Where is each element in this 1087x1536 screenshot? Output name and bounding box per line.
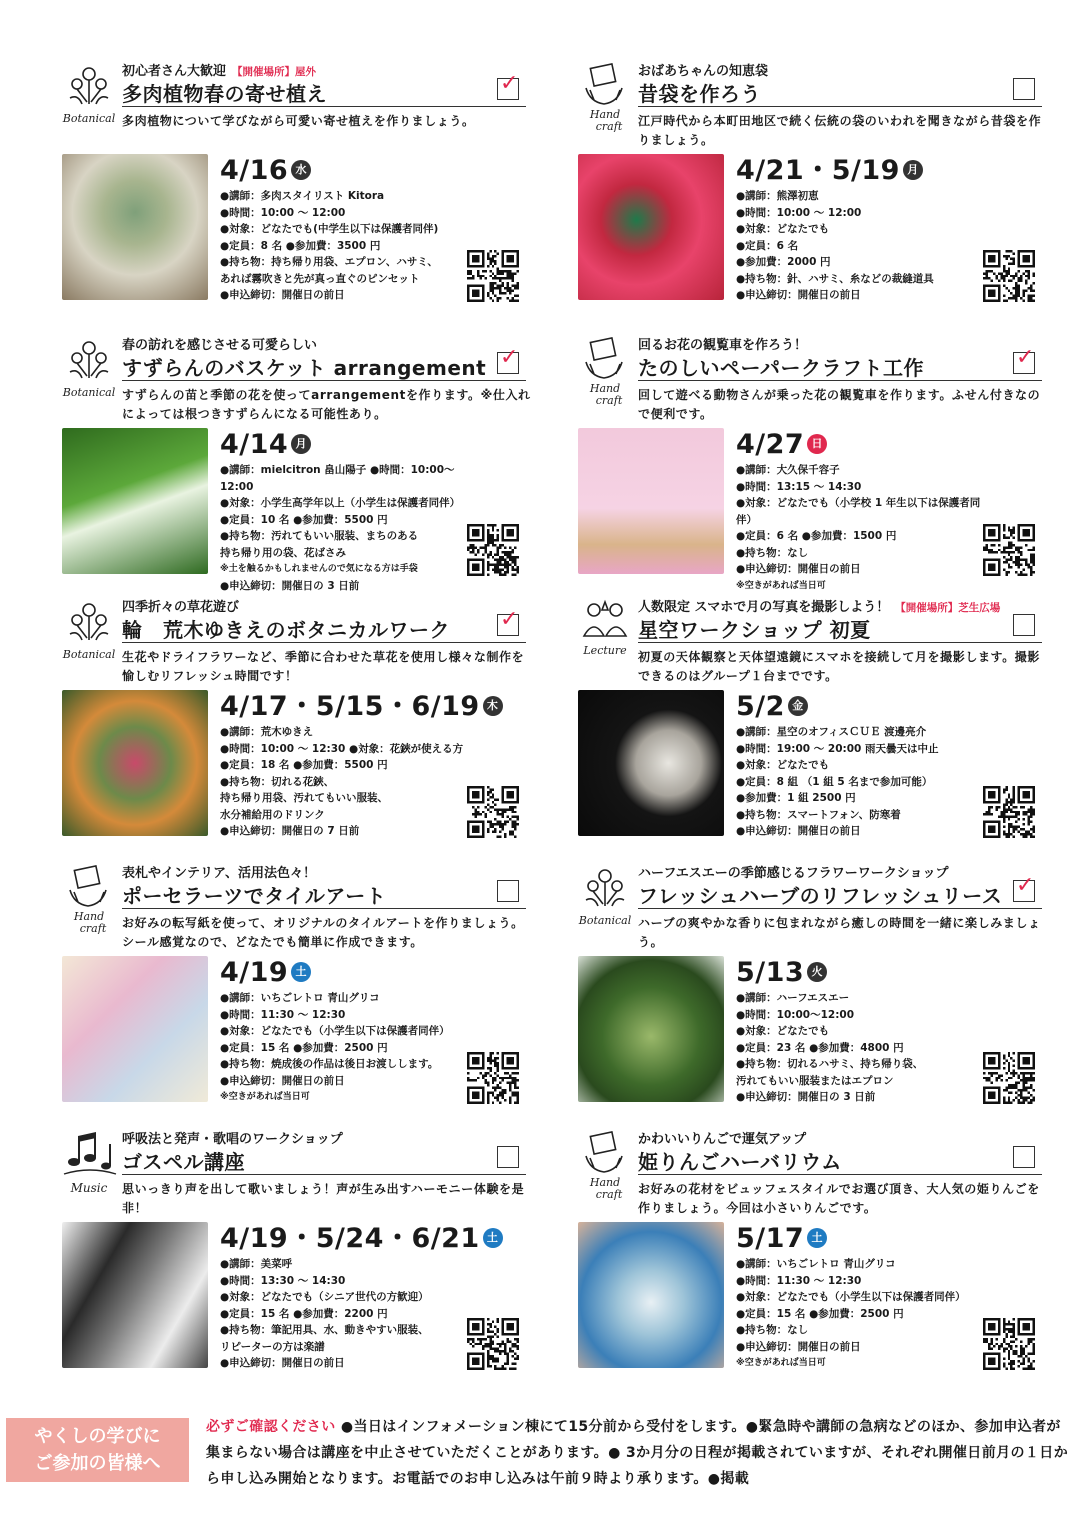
workshop-date bbox=[736, 428, 827, 462]
detail-line: 持ち帰り用袋、汚れてもいい服装、 bbox=[220, 792, 388, 804]
detail-line: ●参加費：2000 円 bbox=[736, 256, 831, 268]
botanical-flower-icon bbox=[60, 596, 118, 668]
detail-line: ●申込締切：開催日の前日 bbox=[220, 1357, 345, 1369]
workshop-checkbox[interactable] bbox=[497, 71, 519, 100]
workshop-checkbox[interactable] bbox=[497, 607, 519, 636]
workshop-card bbox=[60, 1128, 530, 1390]
title-underline bbox=[122, 642, 526, 643]
check-mark-icon: ✓ bbox=[500, 345, 519, 370]
detail-line: ●講師：大久保千容子 bbox=[736, 464, 840, 476]
day-of-week-badge: 土 bbox=[483, 1228, 503, 1248]
detail-line: ●定員：18 名 ●参加費：5500 円 bbox=[220, 759, 388, 771]
workshop-date bbox=[220, 1222, 503, 1256]
day-of-week-badge: 月 bbox=[291, 434, 311, 454]
workshop-date bbox=[220, 154, 311, 188]
venue-label: 【開催場所】屋外 bbox=[232, 66, 317, 78]
workshop-card bbox=[60, 60, 530, 322]
workshop-date bbox=[736, 956, 827, 990]
workshop-photo bbox=[62, 1222, 208, 1368]
workshop-details bbox=[736, 188, 988, 304]
workshop-title: 昔袋を作ろう bbox=[638, 82, 761, 106]
workshop-checkbox[interactable] bbox=[1013, 614, 1035, 636]
workshop-details bbox=[736, 724, 988, 840]
detail-line: ●対象：小学生高学年以上（小学生は保護者同伴） bbox=[220, 497, 461, 509]
svg-text:craft: craft bbox=[595, 1188, 623, 1200]
detail-line: ●持ち物：なし bbox=[736, 546, 809, 559]
detail-line: ●講師：mielcitron 畠山陽子 ●時間：10:00～12:00 bbox=[220, 464, 455, 493]
botanical-flower-icon bbox=[576, 862, 634, 934]
title-underline bbox=[122, 908, 526, 909]
day-of-week-badge: 日 bbox=[807, 434, 827, 454]
detail-line: ●対象：どなたでも（小学生以下は保護者同伴） bbox=[736, 1291, 966, 1303]
workshop-title: ゴスペル講座 bbox=[122, 1150, 245, 1174]
workshop-description: すずらんの苗と季節の花を使ってarrangementを作ります。※仕入れによっては根つきすずらんになる可能性あり。 bbox=[122, 388, 531, 421]
detail-line: ●時間：10:00 ～ 12:00 bbox=[220, 206, 346, 219]
workshop-subtitle bbox=[122, 1128, 343, 1147]
workshop-photo bbox=[62, 956, 208, 1102]
day-of-week-badge: 水 bbox=[291, 160, 311, 180]
detail-line: ●持ち物：持ち帰り用袋、エプロン、ハサミ、 bbox=[220, 256, 438, 268]
svg-text:Hand: Hand bbox=[589, 1176, 621, 1189]
workshop-subtitle bbox=[638, 334, 807, 353]
detail-line: ●持ち物：スマートフォン、防寒着 bbox=[736, 808, 901, 821]
detail-line: ●講師：星空のオフィスＣＵＥ 渡邊亮介 bbox=[736, 726, 927, 738]
check-mark-icon: ✓ bbox=[1016, 873, 1035, 898]
qr-code-icon[interactable] bbox=[467, 786, 519, 838]
workshop-subtitle bbox=[638, 60, 768, 79]
hand-craft-icon bbox=[576, 334, 634, 406]
workshop-title: 輪 荒木ゆきえのボタニカルワーク bbox=[122, 618, 450, 642]
workshop-details bbox=[736, 990, 988, 1106]
workshop-details bbox=[220, 724, 472, 840]
workshop-photo bbox=[578, 956, 724, 1102]
detail-line: ●時間：10:00 ～ 12:00 bbox=[736, 206, 862, 219]
detail-line: ●時間：13:30 ～ 14:30 bbox=[220, 1274, 346, 1287]
workshop-title: 星空ワークショップ 初夏 bbox=[638, 618, 871, 642]
detail-line: ●持ち物：筆記用具、水、動きやすい服装、 bbox=[220, 1324, 429, 1336]
title-underline bbox=[122, 106, 526, 107]
title-underline bbox=[638, 380, 1042, 381]
workshop-subtitle bbox=[122, 862, 316, 881]
date-text: 4/27 bbox=[736, 429, 805, 460]
workshop-subtitle bbox=[122, 596, 239, 615]
workshop-description: 生花やドライフラワーなど、季節に合わせた草花を使用し様々な制作を愉しむリフレッシュ時間です！ bbox=[122, 650, 525, 683]
title-underline bbox=[638, 908, 1042, 909]
workshop-checkbox[interactable] bbox=[1013, 1146, 1035, 1168]
workshop-description: お好みの花材をビュッフェスタイルでお選び頂き、大人気の姫りんごを作りましょう。今回は小さいりんごです。 bbox=[638, 1182, 1040, 1215]
svg-text:Botanical: Botanical bbox=[62, 648, 116, 661]
date-text: 4/21・5/19 bbox=[736, 155, 900, 186]
detail-line: ●講師：荒木ゆきえ bbox=[220, 726, 314, 738]
hand-craft-icon bbox=[60, 862, 118, 934]
qr-code-icon[interactable] bbox=[983, 524, 1035, 576]
detail-line: ●申込締切：開催日の前日 bbox=[736, 1340, 861, 1353]
detail-line: ●時間：19:00 ～ 20:00 雨天曇天は中止 bbox=[736, 742, 939, 755]
workshop-date bbox=[220, 428, 311, 462]
workshop-title: 姫りんごハーバリウム bbox=[638, 1150, 842, 1174]
workshop-description: 多肉植物について学びながら可愛い寄せ植えを作りましょう。 bbox=[122, 114, 475, 128]
detail-line: ●定員：23 名 ●参加費：4800 円 bbox=[736, 1041, 904, 1054]
detail-line: ●時間：10:00 ～ 12:30 ●対象：花鋏が使える方 bbox=[220, 742, 464, 755]
detail-line: ●申込締切：開催日の前日 bbox=[220, 1074, 345, 1087]
subtitle-text: 初心者さん大歓迎 bbox=[122, 64, 227, 79]
detail-note: ※土を触るかもしれませんので気になる方は手袋 bbox=[220, 564, 418, 574]
workshop-title: たのしいペーパークラフト工作 bbox=[638, 356, 924, 380]
detail-line: ●定員：8 名 ●参加費：3500 円 bbox=[220, 239, 381, 252]
workshop-details bbox=[220, 462, 472, 594]
workshop-description: 初夏の天体観察と天体望遠鏡にスマホを接続して月を撮影します。撮影できるのはグループ１台までです。 bbox=[638, 650, 1041, 683]
date-text: 5/13 bbox=[736, 957, 805, 988]
workshop-card bbox=[576, 862, 1046, 1124]
workshop-details bbox=[220, 188, 472, 304]
workshop-details bbox=[220, 1256, 472, 1372]
detail-line: ●持ち物：焼成後の作品は後日お渡しします。 bbox=[220, 1058, 439, 1070]
botanical-flower-icon bbox=[60, 334, 118, 406]
svg-text:Lecture: Lecture bbox=[583, 644, 627, 657]
workshop-date bbox=[220, 690, 503, 724]
workshop-date bbox=[736, 154, 923, 188]
day-of-week-badge: 金 bbox=[788, 696, 808, 716]
hand-craft-icon bbox=[576, 1128, 634, 1200]
workshop-checkbox[interactable] bbox=[497, 1146, 519, 1168]
detail-line: ●持ち物：汚れてもいい服装、まちのある bbox=[220, 530, 419, 542]
workshop-card bbox=[576, 334, 1046, 596]
qr-code-icon[interactable] bbox=[467, 524, 519, 576]
workshop-photo bbox=[62, 154, 208, 300]
subtitle-text: 回るお花の観覧車を作ろう！ bbox=[638, 338, 808, 353]
detail-line: ●定員：8 組 （1 組 5 名まで参加可能） bbox=[736, 775, 933, 788]
date-text: 4/14 bbox=[220, 429, 289, 460]
workshop-checkbox[interactable] bbox=[1013, 78, 1035, 100]
lecture-people-icon bbox=[576, 596, 634, 668]
workshop-description: お好みの転写紙を使って、オリジナルのタイルアートを作りましょう。シール感覚なので、どなたでも簡単に作成できます。 bbox=[122, 916, 524, 949]
date-text: 4/16 bbox=[220, 155, 289, 186]
qr-code-icon[interactable] bbox=[983, 250, 1035, 302]
notice-tag-line1: やくしの学びに bbox=[34, 1426, 161, 1447]
detail-line: ●申込締切：開催日の前日 bbox=[736, 825, 861, 837]
detail-line: ●参加費：1 組 2500 円 bbox=[736, 792, 856, 804]
workshop-checkbox[interactable] bbox=[1013, 873, 1035, 902]
detail-line: ●時間：11:30 ～ 12:30 bbox=[220, 1008, 346, 1021]
subtitle-text: 四季折々の草花遊び bbox=[122, 600, 240, 615]
detail-line: ●対象：どなたでも bbox=[736, 1025, 830, 1037]
title-underline bbox=[122, 380, 526, 381]
venue-label: 【開催場所】芝生広場 bbox=[895, 602, 1001, 614]
title-underline bbox=[638, 106, 1042, 107]
check-mark-icon: ✓ bbox=[500, 71, 519, 96]
workshop-details bbox=[220, 990, 472, 1106]
day-of-week-badge: 月 bbox=[903, 160, 923, 180]
svg-text:Hand: Hand bbox=[589, 382, 621, 395]
detail-line: ●申込締切：開催日の前日 bbox=[220, 289, 345, 301]
workshop-card bbox=[576, 596, 1046, 858]
detail-line: ●持ち物：針、ハサミ、糸などの裁縫道具 bbox=[736, 272, 934, 285]
subtitle-text: おばあちゃんの知恵袋 bbox=[638, 64, 769, 79]
title-underline bbox=[638, 642, 1042, 643]
notice-tag bbox=[6, 1418, 189, 1482]
notice-text bbox=[206, 1414, 1072, 1492]
detail-line: ●申込締切：開催日の 3 日前 bbox=[736, 1091, 876, 1103]
botanical-flower-icon bbox=[60, 60, 118, 132]
detail-line: あれば霧吹きと先が真っ直ぐのピンセット bbox=[220, 272, 420, 285]
workshop-description: 江戸時代から本町田地区で続く伝統の袋のいわれを聞きながら昔袋を作りましょう。 bbox=[638, 114, 1042, 147]
workshop-photo bbox=[578, 428, 724, 574]
detail-line: ●申込締切：開催日の 7 日前 bbox=[220, 825, 360, 837]
detail-line: ●定員：15 名 ●参加費：2500 円 bbox=[736, 1307, 904, 1320]
detail-line: リピーターの方は楽譜 bbox=[220, 1340, 325, 1353]
qr-code-icon[interactable] bbox=[983, 1052, 1035, 1104]
notice-lead: 必ずご確認ください bbox=[206, 1419, 336, 1435]
workshop-photo bbox=[578, 1222, 724, 1368]
detail-line: ●持ち物：切れるハサミ、持ち帰り袋、 bbox=[736, 1058, 924, 1070]
svg-text:Botanical: Botanical bbox=[62, 386, 116, 399]
workshop-description: ハーブの爽やかな香りに包まれながら癒しの時間を一緒に楽しみましょう。 bbox=[638, 916, 1041, 949]
detail-line: ●講師：美菜呼 bbox=[220, 1258, 293, 1270]
detail-line: ●対象：どなたでも（小学生以下は保護者同伴） bbox=[220, 1025, 450, 1037]
detail-line: ●申込締切：開催日の前日 bbox=[736, 563, 861, 575]
qr-code-icon[interactable] bbox=[983, 1318, 1035, 1370]
workshop-photo bbox=[578, 154, 724, 300]
workshop-card bbox=[60, 862, 530, 1124]
date-text: 4/19 bbox=[220, 957, 289, 988]
workshop-title: フレッシュハーブのリフレッシュリース bbox=[638, 884, 1003, 908]
workshop-date bbox=[736, 690, 808, 724]
qr-code-icon[interactable] bbox=[467, 1318, 519, 1370]
qr-code-icon[interactable] bbox=[467, 250, 519, 302]
notice-body: ●当日はインフォメーション棟にて15分前から受付をします。●緊急時や講師の急病などのほか、参加申込者が集まらない場合は講座を中止させていただくことがあります。● 3か月分の日程が掲載されていますが、それぞれ開催日前月の１日から申し込み開始となります。お電話でのお申し込みは午前９時より承ります。●掲載 bbox=[206, 1419, 1069, 1487]
detail-line: ●講師：熊澤初恵 bbox=[736, 190, 819, 202]
workshop-subtitle bbox=[122, 60, 316, 79]
date-text: 4/19・5/24・6/21 bbox=[220, 1223, 480, 1254]
workshop-subtitle bbox=[122, 334, 317, 353]
workshop-checkbox[interactable] bbox=[497, 345, 519, 374]
workshop-date bbox=[220, 956, 311, 990]
workshop-card bbox=[576, 1128, 1046, 1390]
subtitle-text: 呼吸法と発声・歌唱のワークショップ bbox=[122, 1132, 343, 1147]
title-underline bbox=[122, 1174, 526, 1175]
detail-line: ●対象：どなたでも bbox=[736, 223, 830, 235]
detail-line: ●定員：15 名 ●参加費：2500 円 bbox=[220, 1041, 388, 1054]
detail-line: ●定員：6 名 bbox=[736, 239, 799, 252]
day-of-week-badge: 火 bbox=[807, 962, 827, 982]
detail-line: ●定員：10 名 ●参加費：5500 円 bbox=[220, 513, 388, 526]
detail-line: ●持ち物：なし bbox=[736, 1324, 809, 1336]
detail-line: ●講師：いちごレトロ 青山グリコ bbox=[220, 992, 380, 1004]
svg-text:Hand: Hand bbox=[589, 108, 621, 121]
detail-line: ●申込締切：開催日の前日 bbox=[736, 289, 861, 301]
detail-note: ※空きがあれば当日可 bbox=[220, 1092, 310, 1102]
workshop-photo bbox=[62, 690, 208, 836]
svg-text:Music: Music bbox=[70, 1181, 108, 1195]
check-mark-icon: ✓ bbox=[1016, 345, 1035, 370]
date-text: 5/17 bbox=[736, 1223, 805, 1254]
detail-line: ●講師：いちごレトロ 青山グリコ bbox=[736, 1258, 896, 1270]
subtitle-text: ハーフエスエーの季節感じるフラワーワークショップ bbox=[638, 866, 949, 881]
svg-text:craft: craft bbox=[595, 120, 623, 132]
detail-line: ●定員：15 名 ●参加費：2200 円 bbox=[220, 1307, 388, 1320]
svg-text:craft: craft bbox=[595, 394, 623, 406]
workshop-title: ポーセラーツでタイルアート bbox=[122, 884, 387, 908]
detail-line: ●対象：どなたでも bbox=[736, 759, 830, 771]
day-of-week-badge: 土 bbox=[807, 1228, 827, 1248]
svg-text:craft: craft bbox=[79, 922, 107, 934]
date-text: 5/2 bbox=[736, 691, 785, 722]
detail-line: 持ち帰り用の袋、花ばさみ bbox=[220, 546, 346, 559]
detail-note: ※空きがあれば当日可 bbox=[736, 1358, 826, 1368]
subtitle-text: 人数限定 スマホで月の写真を撮影しよう！ bbox=[638, 600, 890, 615]
check-mark-icon: ✓ bbox=[500, 607, 519, 632]
detail-line: ●講師：ハーフエスエー bbox=[736, 992, 850, 1004]
detail-line: ●対象：どなたでも（小学校 1 年生以下は保護者同伴） bbox=[736, 497, 981, 526]
subtitle-text: 表札やインテリア、活用法色々！ bbox=[122, 866, 316, 881]
workshop-date bbox=[736, 1222, 827, 1256]
detail-line: ●講師：多肉スタイリスト Kitora bbox=[220, 190, 385, 202]
workshop-description: 思いっきり声を出して歌いましょう！声が生み出すハーモニー体験を是非！ bbox=[122, 1182, 525, 1215]
detail-line: ●時間：11:30 ～ 12:30 bbox=[736, 1274, 862, 1287]
date-text: 4/17・5/15・6/19 bbox=[220, 691, 480, 722]
detail-line: ●時間：10:00～12:00 bbox=[736, 1008, 855, 1021]
detail-line: ●対象：どなたでも（シニア世代の方歓迎） bbox=[220, 1291, 429, 1303]
workshop-subtitle bbox=[638, 1128, 806, 1147]
workshop-title: すずらんのバスケット arrangement bbox=[122, 356, 487, 380]
workshop-details bbox=[736, 1256, 988, 1372]
workshop-subtitle bbox=[638, 596, 1000, 615]
workshop-title: 多肉植物春の寄せ植え bbox=[122, 82, 327, 106]
workshop-details bbox=[736, 462, 988, 594]
qr-code-icon[interactable] bbox=[467, 1052, 519, 1104]
workshop-checkbox[interactable] bbox=[497, 880, 519, 902]
subtitle-text: 春の訪れを感じさせる可愛らしい bbox=[122, 338, 318, 353]
day-of-week-badge: 木 bbox=[483, 696, 503, 716]
title-underline bbox=[638, 1174, 1042, 1175]
subtitle-text: かわいいりんごで運気アップ bbox=[638, 1132, 807, 1147]
workshop-description: 回して遊べる動物さんが乗った花の観覧車を作ります。ふせん付きなので便利です。 bbox=[638, 388, 1041, 421]
hand-craft-icon bbox=[576, 60, 634, 132]
detail-note: ※空きがあれば当日可 bbox=[736, 580, 826, 591]
workshop-card bbox=[60, 596, 530, 858]
detail-line: ●定員：6 名 ●参加費：1500 円 bbox=[736, 530, 897, 542]
svg-text:Botanical: Botanical bbox=[62, 112, 116, 125]
workshop-checkbox[interactable] bbox=[1013, 345, 1035, 374]
svg-text:Botanical: Botanical bbox=[578, 914, 632, 927]
detail-line: ●申込締切：開催日の 3 日前 bbox=[220, 579, 360, 592]
detail-line: ●対象：どなたでも(中学生以下は保護者同伴) bbox=[220, 223, 439, 235]
qr-code-icon[interactable] bbox=[983, 786, 1035, 838]
detail-line: ●持ち物：切れる花鋏、 bbox=[220, 775, 335, 788]
music-notes-icon bbox=[60, 1128, 118, 1200]
day-of-week-badge: 土 bbox=[291, 962, 311, 982]
detail-line: 水分補給用のドリンク bbox=[220, 808, 325, 821]
workshop-card bbox=[576, 60, 1046, 322]
workshop-photo bbox=[62, 428, 208, 574]
workshop-photo bbox=[578, 690, 724, 836]
svg-text:Hand: Hand bbox=[73, 910, 105, 923]
workshop-subtitle bbox=[638, 862, 948, 881]
workshop-card bbox=[60, 334, 530, 596]
detail-line: ●時間：13:15 ～ 14:30 bbox=[736, 480, 862, 493]
detail-line: 汚れてもいい服装またはエプロン bbox=[736, 1074, 894, 1087]
notice-tag-line2: ご参加の皆様へ bbox=[34, 1453, 161, 1474]
